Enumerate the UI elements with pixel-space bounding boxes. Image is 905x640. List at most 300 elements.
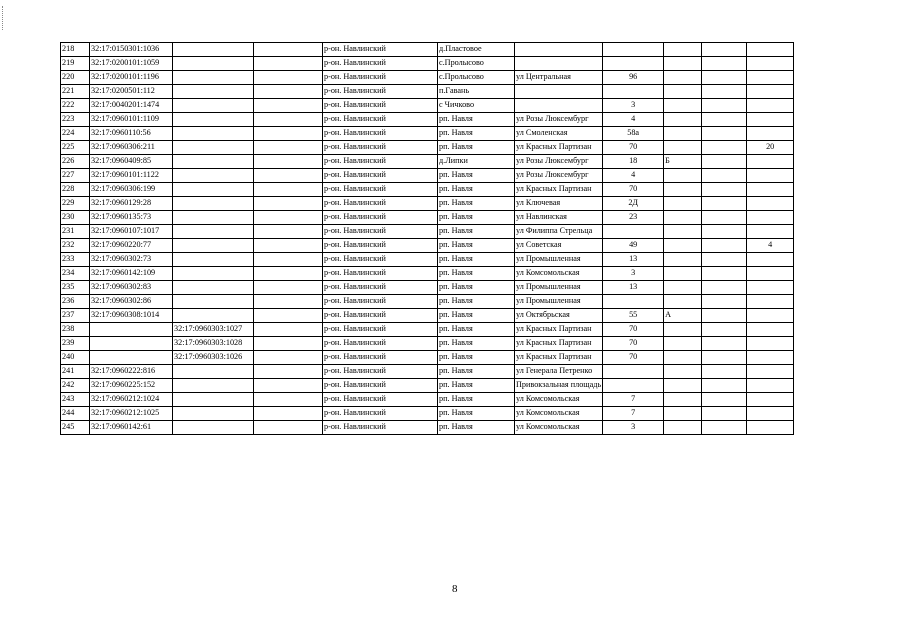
district-cell: р-он. Навлинский [323, 183, 438, 197]
table-row [61, 379, 794, 393]
street-cell: ул Красных Партизан [515, 337, 603, 351]
cadastral-number-cell [90, 323, 173, 337]
apartment-cell [747, 57, 794, 71]
street-cell [515, 43, 603, 57]
settlement-cell: рп. Навля [438, 393, 515, 407]
settlement-cell: рп. Навля [438, 337, 515, 351]
row-number-cell: 227 [61, 169, 90, 183]
house-number-cell: 58а [603, 127, 664, 141]
street-cell: ул Комсомольская [515, 393, 603, 407]
empty-cell [702, 253, 747, 267]
settlement-cell: рп. Навля [438, 253, 515, 267]
empty-cell [702, 197, 747, 211]
table-row [61, 323, 794, 337]
house-number-cell: 7 [603, 407, 664, 421]
row-number-cell: 237 [61, 309, 90, 323]
cadastral-number-cell: 32:17:0960101:1122 [90, 169, 173, 183]
apartment-cell [747, 155, 794, 169]
cadastral-number-alt-cell [173, 113, 254, 127]
row-number-cell: 244 [61, 407, 90, 421]
house-number-cell: 3 [603, 99, 664, 113]
row-number-cell: 218 [61, 43, 90, 57]
house-number-cell: 70 [603, 337, 664, 351]
cadastral-number-alt-cell [173, 267, 254, 281]
empty-cell [254, 169, 323, 183]
row-number-cell: 233 [61, 253, 90, 267]
settlement-cell: с Чичково [438, 99, 515, 113]
cadastral-number-cell: 32:17:0960306:199 [90, 183, 173, 197]
table-row [61, 365, 794, 379]
table-row [61, 337, 794, 351]
row-number-cell: 222 [61, 99, 90, 113]
street-cell: ул Красных Партизан [515, 141, 603, 155]
empty-cell [254, 295, 323, 309]
building-letter-cell [664, 351, 702, 365]
building-letter-cell [664, 421, 702, 435]
row-number-cell: 229 [61, 197, 90, 211]
settlement-cell: рп. Навля [438, 267, 515, 281]
row-number-cell: 241 [61, 365, 90, 379]
district-cell: р-он. Навлинский [323, 71, 438, 85]
empty-cell [254, 113, 323, 127]
apartment-cell [747, 85, 794, 99]
building-letter-cell [664, 295, 702, 309]
house-number-cell: 70 [603, 323, 664, 337]
apartment-cell [747, 71, 794, 85]
row-number-cell: 235 [61, 281, 90, 295]
building-letter-cell [664, 267, 702, 281]
cadastral-number-alt-cell [173, 127, 254, 141]
empty-cell [254, 71, 323, 85]
cadastral-number-cell: 32:17:0960302:86 [90, 295, 173, 309]
house-number-cell [603, 225, 664, 239]
cadastral-number-cell: 32:17:0960409:85 [90, 155, 173, 169]
street-cell: ул Советская [515, 239, 603, 253]
street-cell: ул Ключевая [515, 197, 603, 211]
district-cell: р-он. Навлинский [323, 365, 438, 379]
settlement-cell: рп. Навля [438, 141, 515, 155]
empty-cell [254, 337, 323, 351]
empty-cell [702, 365, 747, 379]
building-letter-cell: А [664, 309, 702, 323]
street-cell: ул Комсомольская [515, 267, 603, 281]
empty-cell [254, 43, 323, 57]
district-cell: р-он. Навлинский [323, 43, 438, 57]
apartment-cell [747, 379, 794, 393]
cadastral-number-cell: 32:17:0960142:109 [90, 267, 173, 281]
empty-cell [702, 113, 747, 127]
empty-cell [702, 337, 747, 351]
house-number-cell: 70 [603, 141, 664, 155]
scan-margin-mark [2, 6, 4, 30]
empty-cell [702, 57, 747, 71]
apartment-cell [747, 99, 794, 113]
row-number-cell: 245 [61, 421, 90, 435]
row-number-cell: 228 [61, 183, 90, 197]
settlement-cell: д.Липки [438, 155, 515, 169]
apartment-cell: 20 [747, 141, 794, 155]
apartment-cell [747, 267, 794, 281]
district-cell: р-он. Навлинский [323, 337, 438, 351]
district-cell: р-он. Навлинский [323, 141, 438, 155]
cadastral-number-cell: 32:17:0960302:73 [90, 253, 173, 267]
settlement-cell: рп. Навля [438, 127, 515, 141]
empty-cell [254, 281, 323, 295]
table-row [61, 127, 794, 141]
street-cell: ул Филиппа Стрельца [515, 225, 603, 239]
row-number-cell: 239 [61, 337, 90, 351]
empty-cell [702, 323, 747, 337]
apartment-cell [747, 309, 794, 323]
table-row [61, 351, 794, 365]
building-letter-cell [664, 225, 702, 239]
table-row [61, 99, 794, 113]
house-number-cell: 4 [603, 169, 664, 183]
building-letter-cell [664, 43, 702, 57]
building-letter-cell [664, 71, 702, 85]
cadastral-number-alt-cell [173, 183, 254, 197]
cadastral-number-alt-cell: 32:17:0960303:1028 [173, 337, 254, 351]
empty-cell [254, 365, 323, 379]
street-cell: ул Комсомольская [515, 421, 603, 435]
house-number-cell: 18 [603, 155, 664, 169]
registry-table-body [61, 43, 794, 435]
house-number-cell: 96 [603, 71, 664, 85]
table-row [61, 421, 794, 435]
cadastral-number-cell: 32:17:0960308:1014 [90, 309, 173, 323]
settlement-cell: рп. Навля [438, 225, 515, 239]
district-cell: р-он. Навлинский [323, 309, 438, 323]
house-number-cell: 3 [603, 421, 664, 435]
district-cell: р-он. Навлинский [323, 351, 438, 365]
cadastral-number-cell: 32:17:0960225:152 [90, 379, 173, 393]
cadastral-number-cell: 32:17:0960306:211 [90, 141, 173, 155]
empty-cell [702, 155, 747, 169]
empty-cell [254, 253, 323, 267]
street-cell: Привокзальная площадь [515, 379, 603, 393]
street-cell: ул Октябрьская [515, 309, 603, 323]
row-number-cell: 231 [61, 225, 90, 239]
apartment-cell [747, 183, 794, 197]
cadastral-number-cell: 32:17:0960135:73 [90, 211, 173, 225]
street-cell: ул Центральная [515, 71, 603, 85]
street-cell: ул Комсомольская [515, 407, 603, 421]
cadastral-number-cell: 32:17:0960129:28 [90, 197, 173, 211]
settlement-cell: рп. Навля [438, 281, 515, 295]
settlement-cell: рп. Навля [438, 323, 515, 337]
apartment-cell [747, 421, 794, 435]
empty-cell [702, 239, 747, 253]
table-row [61, 281, 794, 295]
district-cell: р-он. Навлинский [323, 57, 438, 71]
district-cell: р-он. Навлинский [323, 113, 438, 127]
street-cell: ул Генерала Петренко [515, 365, 603, 379]
cadastral-number-cell: 32:17:0040201:1474 [90, 99, 173, 113]
empty-cell [254, 197, 323, 211]
cadastral-number-alt-cell [173, 407, 254, 421]
house-number-cell [603, 43, 664, 57]
building-letter-cell [664, 253, 702, 267]
empty-cell [702, 379, 747, 393]
street-cell: ул Розы Люксембург [515, 113, 603, 127]
building-letter-cell [664, 239, 702, 253]
table-row [61, 197, 794, 211]
empty-cell [702, 351, 747, 365]
empty-cell [254, 141, 323, 155]
registry-table-container [60, 42, 794, 435]
apartment-cell [747, 113, 794, 127]
cadastral-number-cell: 32:17:0150301:1036 [90, 43, 173, 57]
building-letter-cell [664, 323, 702, 337]
building-letter-cell [664, 57, 702, 71]
house-number-cell: 13 [603, 281, 664, 295]
street-cell: ул Красных Партизан [515, 351, 603, 365]
building-letter-cell [664, 183, 702, 197]
row-number-cell: 220 [61, 71, 90, 85]
empty-cell [254, 183, 323, 197]
settlement-cell: с.Пролысово [438, 57, 515, 71]
settlement-cell: рп. Навля [438, 169, 515, 183]
apartment-cell [747, 365, 794, 379]
district-cell: р-он. Навлинский [323, 85, 438, 99]
cadastral-number-cell: 32:17:0960107:1017 [90, 225, 173, 239]
cadastral-number-alt-cell [173, 295, 254, 309]
building-letter-cell [664, 379, 702, 393]
table-row [61, 393, 794, 407]
table-row [61, 85, 794, 99]
district-cell: р-он. Навлинский [323, 253, 438, 267]
house-number-cell: 4 [603, 113, 664, 127]
apartment-cell [747, 197, 794, 211]
apartment-cell [747, 253, 794, 267]
cadastral-number-cell: 32:17:0200101:1059 [90, 57, 173, 71]
street-cell: ул Промышленная [515, 281, 603, 295]
empty-cell [254, 407, 323, 421]
district-cell: р-он. Навлинский [323, 393, 438, 407]
row-number-cell: 230 [61, 211, 90, 225]
cadastral-number-alt-cell [173, 155, 254, 169]
empty-cell [702, 85, 747, 99]
cadastral-number-alt-cell [173, 253, 254, 267]
building-letter-cell [664, 169, 702, 183]
apartment-cell [747, 281, 794, 295]
cadastral-number-cell: 32:17:0200501:112 [90, 85, 173, 99]
building-letter-cell [664, 337, 702, 351]
empty-cell [702, 183, 747, 197]
cadastral-number-alt-cell [173, 197, 254, 211]
building-letter-cell [664, 393, 702, 407]
table-row [61, 183, 794, 197]
building-letter-cell [664, 85, 702, 99]
street-cell [515, 85, 603, 99]
apartment-cell [747, 393, 794, 407]
cadastral-number-alt-cell [173, 365, 254, 379]
empty-cell [702, 421, 747, 435]
cadastral-number-cell: 32:17:0960212:1025 [90, 407, 173, 421]
empty-cell [702, 267, 747, 281]
cadastral-number-cell: 32:17:0960222:816 [90, 365, 173, 379]
empty-cell [254, 57, 323, 71]
cadastral-number-alt-cell [173, 99, 254, 113]
row-number-cell: 240 [61, 351, 90, 365]
building-letter-cell [664, 127, 702, 141]
table-row [61, 295, 794, 309]
empty-cell [702, 281, 747, 295]
settlement-cell: рп. Навля [438, 309, 515, 323]
cadastral-number-alt-cell [173, 57, 254, 71]
apartment-cell [747, 43, 794, 57]
table-row [61, 225, 794, 239]
cadastral-number-cell [90, 337, 173, 351]
empty-cell [254, 309, 323, 323]
settlement-cell: рп. Навля [438, 113, 515, 127]
house-number-cell: 23 [603, 211, 664, 225]
building-letter-cell [664, 141, 702, 155]
house-number-cell: 70 [603, 183, 664, 197]
cadastral-number-alt-cell [173, 211, 254, 225]
empty-cell [254, 379, 323, 393]
empty-cell [702, 141, 747, 155]
house-number-cell: 55 [603, 309, 664, 323]
empty-cell [254, 225, 323, 239]
settlement-cell: рп. Навля [438, 211, 515, 225]
empty-cell [254, 211, 323, 225]
district-cell: р-он. Навлинский [323, 197, 438, 211]
table-row [61, 239, 794, 253]
empty-cell [254, 323, 323, 337]
street-cell: ул Промышленная [515, 295, 603, 309]
street-cell: ул Розы Люксембург [515, 155, 603, 169]
building-letter-cell [664, 113, 702, 127]
cadastral-number-alt-cell: 32:17:0960303:1026 [173, 351, 254, 365]
row-number-cell: 236 [61, 295, 90, 309]
house-number-cell [603, 365, 664, 379]
table-row [61, 71, 794, 85]
house-number-cell [603, 379, 664, 393]
district-cell: р-он. Навлинский [323, 127, 438, 141]
empty-cell [254, 421, 323, 435]
district-cell: р-он. Навлинский [323, 421, 438, 435]
street-cell: ул Красных Партизан [515, 323, 603, 337]
cadastral-number-alt-cell [173, 421, 254, 435]
cadastral-number-alt-cell [173, 225, 254, 239]
district-cell: р-он. Навлинский [323, 225, 438, 239]
district-cell: р-он. Навлинский [323, 99, 438, 113]
house-number-cell [603, 57, 664, 71]
empty-cell [702, 295, 747, 309]
house-number-cell [603, 85, 664, 99]
building-letter-cell [664, 99, 702, 113]
street-cell: ул Навлинская [515, 211, 603, 225]
cadastral-number-alt-cell [173, 393, 254, 407]
empty-cell [254, 127, 323, 141]
row-number-cell: 242 [61, 379, 90, 393]
district-cell: р-он. Навлинский [323, 295, 438, 309]
district-cell: р-он. Навлинский [323, 323, 438, 337]
empty-cell [254, 85, 323, 99]
table-row [61, 169, 794, 183]
street-cell [515, 99, 603, 113]
cadastral-number-cell: 32:17:0960212:1024 [90, 393, 173, 407]
settlement-cell: рп. Навля [438, 365, 515, 379]
building-letter-cell [664, 211, 702, 225]
apartment-cell [747, 351, 794, 365]
cadastral-number-alt-cell [173, 239, 254, 253]
district-cell: р-он. Навлинский [323, 169, 438, 183]
empty-cell [254, 267, 323, 281]
street-cell: ул Красных Партизан [515, 183, 603, 197]
row-number-cell: 221 [61, 85, 90, 99]
settlement-cell: с.Пролысово [438, 71, 515, 85]
cadastral-number-alt-cell [173, 309, 254, 323]
table-row [61, 309, 794, 323]
empty-cell [254, 155, 323, 169]
house-number-cell: 2Д [603, 197, 664, 211]
cadastral-number-cell: 32:17:0960220:77 [90, 239, 173, 253]
cadastral-number-cell: 32:17:0960101:1109 [90, 113, 173, 127]
table-row [61, 267, 794, 281]
apartment-cell [747, 337, 794, 351]
table-row [61, 407, 794, 421]
building-letter-cell [664, 365, 702, 379]
cadastral-number-alt-cell: 32:17:0960303:1027 [173, 323, 254, 337]
district-cell: р-он. Навлинский [323, 155, 438, 169]
settlement-cell: рп. Навля [438, 295, 515, 309]
empty-cell [702, 169, 747, 183]
settlement-cell: рп. Навля [438, 379, 515, 393]
house-number-cell: 49 [603, 239, 664, 253]
street-cell [515, 57, 603, 71]
district-cell: р-он. Навлинский [323, 407, 438, 421]
row-number-cell: 234 [61, 267, 90, 281]
row-number-cell: 232 [61, 239, 90, 253]
building-letter-cell [664, 281, 702, 295]
settlement-cell: рп. Навля [438, 407, 515, 421]
cadastral-number-cell: 32:17:0960142:61 [90, 421, 173, 435]
district-cell: р-он. Навлинский [323, 281, 438, 295]
cadastral-number-alt-cell [173, 43, 254, 57]
table-row [61, 155, 794, 169]
house-number-cell: 13 [603, 253, 664, 267]
apartment-cell [747, 323, 794, 337]
row-number-cell: 219 [61, 57, 90, 71]
settlement-cell: рп. Навля [438, 197, 515, 211]
table-row [61, 141, 794, 155]
row-number-cell: 226 [61, 155, 90, 169]
street-cell: ул Промышленная [515, 253, 603, 267]
building-letter-cell: Б [664, 155, 702, 169]
street-cell: ул Розы Люксембург [515, 169, 603, 183]
apartment-cell [747, 127, 794, 141]
cadastral-number-cell [90, 351, 173, 365]
apartment-cell [747, 225, 794, 239]
house-number-cell: 7 [603, 393, 664, 407]
apartment-cell [747, 407, 794, 421]
apartment-cell [747, 211, 794, 225]
row-number-cell: 223 [61, 113, 90, 127]
apartment-cell [747, 295, 794, 309]
cadastral-number-cell: 32:17:0200101:1196 [90, 71, 173, 85]
registry-table [60, 42, 794, 435]
district-cell: р-он. Навлинский [323, 239, 438, 253]
cadastral-number-alt-cell [173, 281, 254, 295]
empty-cell [702, 407, 747, 421]
house-number-cell [603, 295, 664, 309]
empty-cell [254, 393, 323, 407]
row-number-cell: 225 [61, 141, 90, 155]
empty-cell [702, 393, 747, 407]
table-row [61, 113, 794, 127]
